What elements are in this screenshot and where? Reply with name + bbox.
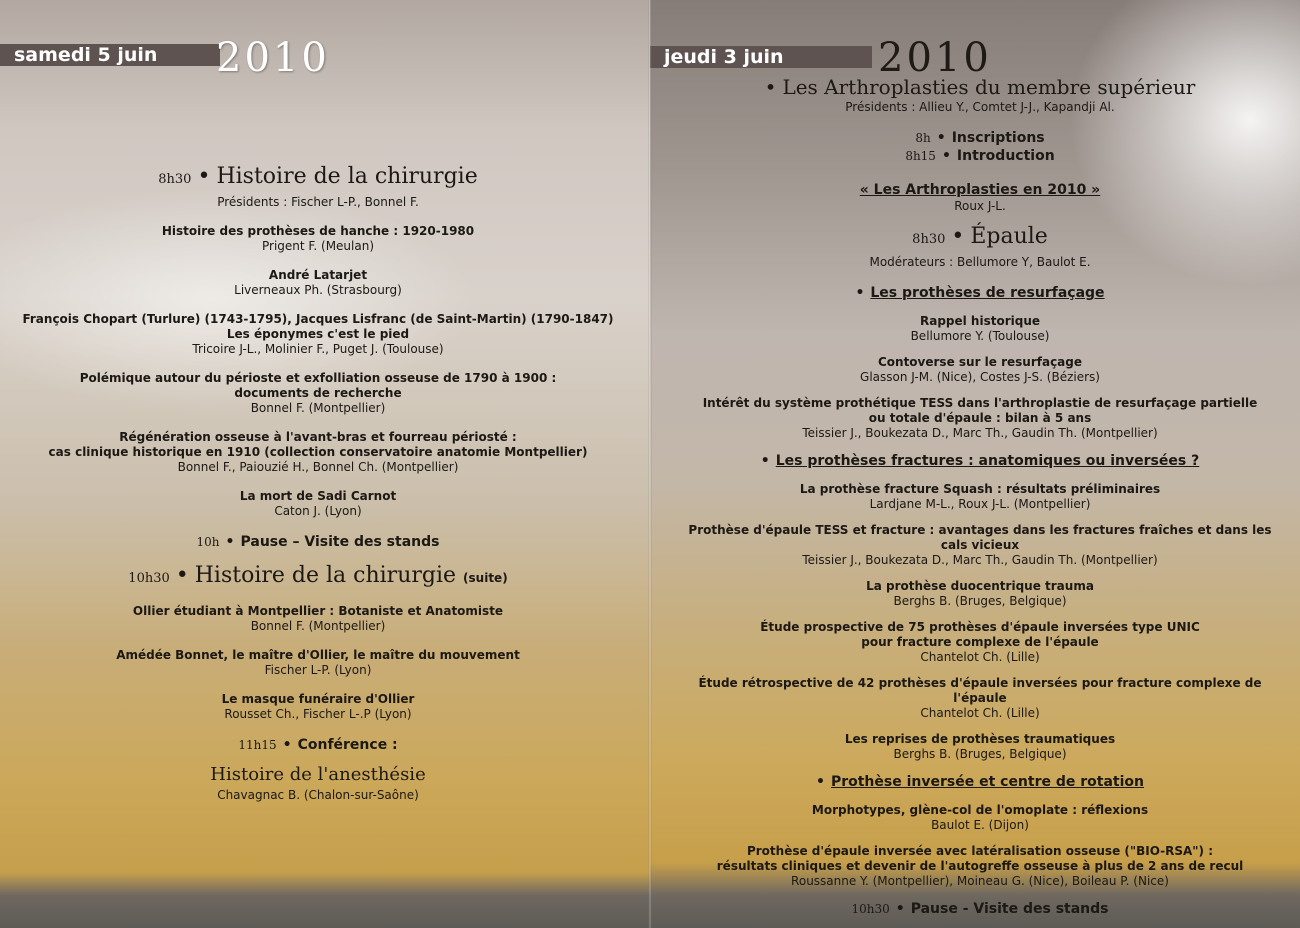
talk-title-line2: pour fracture complexe de l'épaule: [861, 635, 1099, 649]
pause-time: 10h: [196, 535, 220, 549]
talk-title-line2: ou totale d'épaule : bilan à 5 ans: [868, 411, 1092, 425]
talk-authors: Bellumore Y. (Toulouse): [910, 329, 1050, 343]
page-fold: [648, 0, 652, 928]
pause-line: [680, 900, 1280, 918]
subsection-title: [680, 452, 1280, 470]
talk-title: Amédée Bonnet, le maître d'Ollier, le maître du mouvement: [116, 648, 520, 662]
talk: [0, 224, 636, 254]
talk-title-line2: résultats cliniques et devenir de l'autogreffe osseuse à plus de 2 ans de recul: [716, 859, 1244, 873]
bullet-icon: •: [816, 774, 825, 790]
talk-title: Morphotypes, glène-col de l'omoplate : réflexions: [811, 803, 1149, 817]
conference-text: Conférence :: [297, 737, 398, 753]
talk-authors: Lardjane M-L., Roux J-L. (Montpellier): [869, 497, 1091, 511]
talk-title: François Chopart (Turlure) (1743-1795), Jacques Lisfranc (de Saint-Martin) (1790-1847): [22, 312, 614, 326]
subsection-label: Les prothèses de resurfaçage: [870, 285, 1105, 301]
moderators: Modérateurs : Bellumore Y, Baulot E.: [869, 255, 1091, 269]
bullet-icon: •: [855, 285, 865, 301]
conference-time: 11h15: [238, 738, 277, 752]
bullet-icon: •: [760, 453, 770, 469]
year: 2010: [216, 35, 330, 81]
talk-title: Étude prospective de 75 prothèses d'épaule inversées type UNIC: [760, 620, 1200, 634]
talk-authors: Bonnel F., Paiouzié H., Bonnel Ch. (Montpellier): [177, 460, 459, 474]
talk-authors: Fischer L-P. (Lyon): [264, 663, 372, 677]
date-band: samedi 5 juin: [0, 44, 220, 66]
pause-text: Pause – Visite des stands: [240, 534, 440, 550]
bullet-icon: •: [225, 534, 235, 550]
bullet-icon: •: [936, 130, 946, 146]
talk-authors: Teissier J., Boukezata D., Marc Th., Gaudin Th. (Montpellier): [802, 553, 1158, 567]
program-column-left: [0, 162, 636, 803]
section-title: Histoire de la chirurgie: [216, 164, 478, 189]
subsection-label: Prothèse inversée et centre de rotation: [830, 774, 1144, 790]
talk: [680, 803, 1280, 833]
pause-line: [0, 533, 636, 551]
talk-authors: Bonnel F. (Montpellier): [250, 401, 386, 415]
bullet-icon: •: [175, 563, 189, 588]
subsection-title: [680, 773, 1280, 791]
talk: [0, 371, 636, 416]
bullet-icon: •: [764, 75, 777, 99]
bullet-icon: •: [197, 164, 211, 189]
section-heading: [0, 561, 636, 594]
talk: [680, 482, 1280, 512]
pause-time: 10h30: [851, 902, 890, 916]
introduction-line: [680, 147, 1280, 165]
talk-authors: Prigent F. (Meulan): [261, 239, 375, 253]
subsection-label: Les prothèses fractures : anatomiques ou inversées ?: [775, 453, 1200, 469]
presidents: Présidents : Allieu Y., Comtet J-J., Kapandji Al.: [845, 100, 1115, 114]
talk: [680, 732, 1280, 762]
talk-title: Intérêt du système prothétique TESS dans l'arthroplastie de resurfaçage partielle: [702, 396, 1258, 410]
talk-title: Les reprises de prothèses traumatiques: [844, 732, 1116, 746]
talk-title: Rappel historique: [919, 314, 1041, 328]
introduction-time: 8h15: [905, 149, 936, 163]
talk-title: Le masque funéraire d'Ollier: [221, 692, 415, 706]
talk-authors: Roussanne Y. (Montpellier), Moineau G. (Nice), Boileau P. (Nice): [791, 874, 1169, 888]
presidents: Présidents : Fischer L-P., Bonnel F.: [217, 195, 419, 209]
talk-title: La mort de Sadi Carnot: [239, 489, 397, 503]
date-band: jeudi 3 juin: [650, 46, 872, 68]
talk-title: La prothèse fracture Squash : résultats préliminaires: [799, 482, 1161, 496]
session-time: 8h30: [158, 172, 192, 187]
right-page: [650, 0, 1300, 928]
talk-authors: Tricoire J-L., Molinier F., Puget J. (Toulouse): [192, 342, 444, 356]
bullet-icon: •: [951, 224, 965, 249]
talk-authors: Caton J. (Lyon): [274, 504, 362, 518]
session-time: 10h30: [128, 571, 170, 586]
talk-title: Prothèse d'épaule TESS et fracture : avantages dans les fractures fraîches et dans les cals vicieux: [688, 523, 1272, 552]
bullet-icon: •: [941, 148, 951, 164]
talk-title: André Latarjet: [268, 268, 368, 282]
section-title: Épaule: [970, 224, 1048, 249]
talk-title-line2: Les éponymes c'est le pied: [226, 327, 410, 341]
section-heading: [0, 162, 636, 195]
main-title-line: [680, 74, 1280, 100]
keynote-title: « Les Arthroplasties en 2010 »: [859, 182, 1101, 198]
talk: [680, 355, 1280, 385]
talk: [0, 430, 636, 475]
talk-title: Contoverse sur le resurfaçage: [877, 355, 1083, 369]
inscriptions-line: [680, 129, 1280, 147]
talk-authors: Berghs B. (Bruges, Belgique): [893, 594, 1067, 608]
talk: [0, 692, 636, 722]
talk-authors: Liverneaux Ph. (Strasbourg): [234, 283, 402, 297]
talk-title: Étude rétrospective de 42 prothèses d'épaule inversées pour fracture complexe de l'épaule: [698, 676, 1262, 705]
bullet-icon: •: [895, 901, 905, 917]
year: 2010: [878, 35, 992, 81]
talk: [0, 604, 636, 634]
conference-line: [0, 736, 636, 754]
talk: [680, 676, 1280, 721]
section-suffix: (suite): [463, 571, 508, 585]
talk: [0, 489, 636, 519]
talk: [0, 312, 636, 357]
main-title: Les Arthroplasties du membre supérieur: [782, 75, 1196, 99]
talk-authors: Chantelot Ch. (Lille): [920, 650, 1040, 664]
talk-title-line2: cas clinique historique en 1910 (collection conservatoire anatomie Montpellier): [48, 445, 588, 459]
section-title: Histoire de la chirurgie: [194, 563, 457, 588]
talk-title: Ollier étudiant à Montpellier : Botaniste et Anatomiste: [132, 604, 504, 618]
introduction-text: Introduction: [956, 148, 1055, 164]
talk-title: La prothèse duocentrique trauma: [866, 579, 1094, 593]
keynote-author: Roux J-L.: [954, 199, 1006, 213]
pause-text: Pause - Visite des stands: [910, 901, 1109, 917]
talk: [680, 523, 1280, 568]
talk: [680, 314, 1280, 344]
talk-title: Polémique autour du périoste et exfolliation osseuse de 1790 à 1900 :: [79, 371, 557, 385]
lecture-title: Histoire de l'anesthésie: [210, 764, 426, 785]
talk-authors: Chantelot Ch. (Lille): [920, 706, 1040, 720]
talk: [680, 620, 1280, 665]
lecture-author: Chavagnac B. (Chalon-sur-Saône): [217, 788, 419, 802]
talk: [0, 268, 636, 298]
talk-authors: Baulot E. (Dijon): [931, 818, 1029, 832]
program-column-right: [680, 74, 1280, 928]
bullet-icon: •: [282, 737, 292, 753]
section-heading: [680, 222, 1280, 255]
talk: [680, 844, 1280, 889]
talk-authors: Glasson J-M. (Nice), Costes J-S. (Béziers): [860, 370, 1100, 384]
talk: [680, 396, 1280, 441]
talk-authors: Rousset Ch., Fischer L-.P (Lyon): [224, 707, 412, 721]
talk: [0, 648, 636, 678]
talk-authors: Teissier J., Boukezata D., Marc Th., Gaudin Th. (Montpellier): [802, 426, 1158, 440]
talk-title-line2: documents de recherche: [234, 386, 402, 400]
talk-title: Prothèse d'épaule inversée avec latéralisation osseuse ("BIO-RSA") :: [746, 844, 1214, 858]
talk-title: Histoire des prothèses de hanche : 1920-1980: [161, 224, 475, 238]
inscriptions-time: 8h: [915, 131, 931, 145]
talk-authors: Bonnel F. (Montpellier): [250, 619, 386, 633]
talk-authors: Berghs B. (Bruges, Belgique): [893, 747, 1067, 761]
inscriptions-text: Inscriptions: [951, 130, 1045, 146]
session-time: 8h30: [912, 232, 946, 247]
subsection-title: [680, 284, 1280, 302]
talk: [680, 579, 1280, 609]
talk-title: Régénération osseuse à l'avant-bras et fourreau périosté :: [119, 430, 517, 444]
